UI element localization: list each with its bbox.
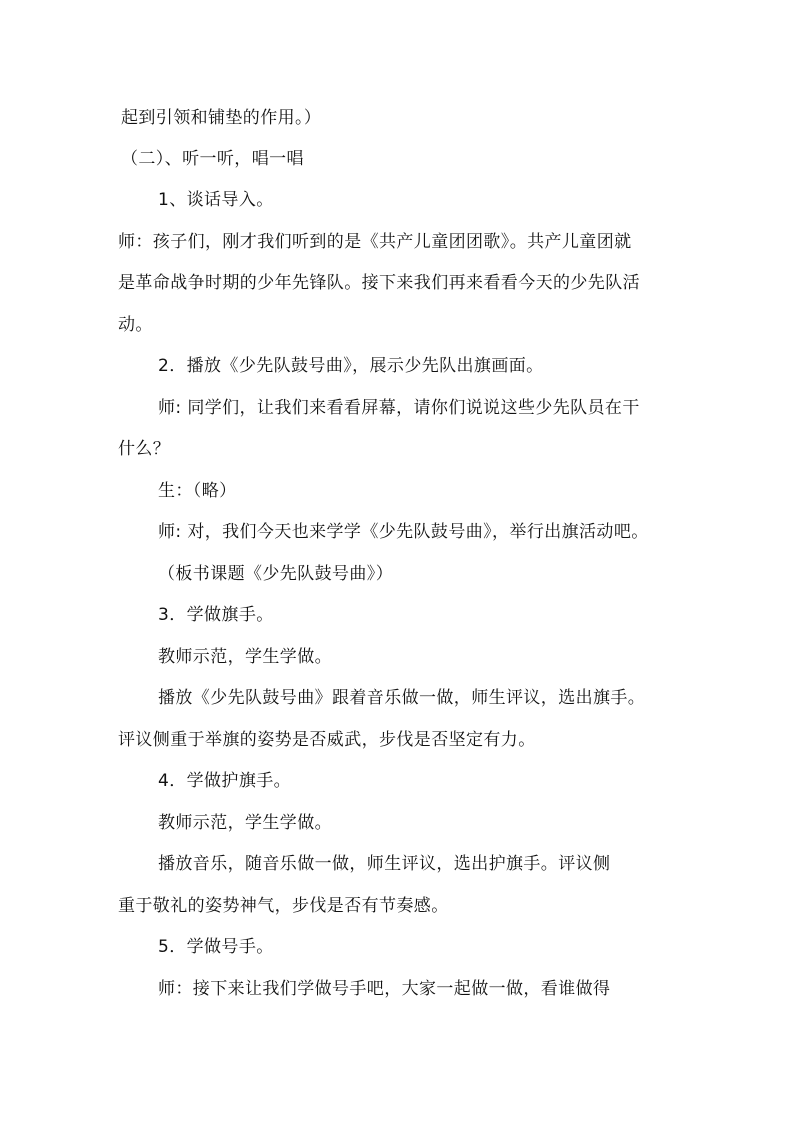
text-line: 重于敬礼的姿势神气，步伐是否有节奏感。 [118, 896, 449, 916]
text-line: 师: 对，我们今天也来学学《少先队鼓号曲》，举行出旗活动吧。 [158, 522, 649, 542]
text-line: 教师示范，学生学做。 [158, 813, 332, 833]
text-line: （板书课题《少先队鼓号曲》） [158, 564, 394, 584]
text-line: 播放《少先队鼓号曲》跟着音乐做一做，师生评议，选出旗手。 [158, 688, 646, 708]
text-line: 师: 同学们，让我们来看看屏幕，请你们说说这些少先队员在干 [158, 398, 640, 418]
text-line: 动。 [118, 315, 153, 335]
text-line: 是革命战争时期的少年先锋队。接下来我们再来看看今天的少先队活 [118, 273, 640, 293]
text-line: 师：接下来让我们学做号手吧，大家一起做一做，看谁做得 [158, 979, 611, 999]
step-heading: 3．学做旗手。 [158, 605, 274, 625]
text-line: 教师示范，学生学做。 [158, 647, 332, 667]
text-line: 生：（略） [158, 481, 237, 501]
text-line: 什么？ [118, 439, 171, 459]
text-line: 师：孩子们，刚才我们听到的是《共产儿童团团歌》。共产儿童团就 [118, 232, 632, 252]
step-heading: 5．学做号手。 [158, 937, 274, 957]
step-heading: 1、谈话导入。 [158, 190, 274, 210]
step-heading: 2．播放《少先队鼓号曲》，展示少先队出旗画面。 [158, 356, 544, 376]
text-line: 起到引领和铺垫的作用。） [121, 108, 322, 128]
section-heading: （二）、听一听，唱一唱 [121, 149, 304, 169]
text-line: 评议侧重于举旗的姿势是否威武，步伐是否坚定有力。 [118, 730, 536, 750]
step-heading: 4．学做护旗手。 [158, 771, 292, 791]
text-line: 播放音乐，随音乐做一做，师生评议，选出护旗手。评议侧 [158, 854, 611, 874]
